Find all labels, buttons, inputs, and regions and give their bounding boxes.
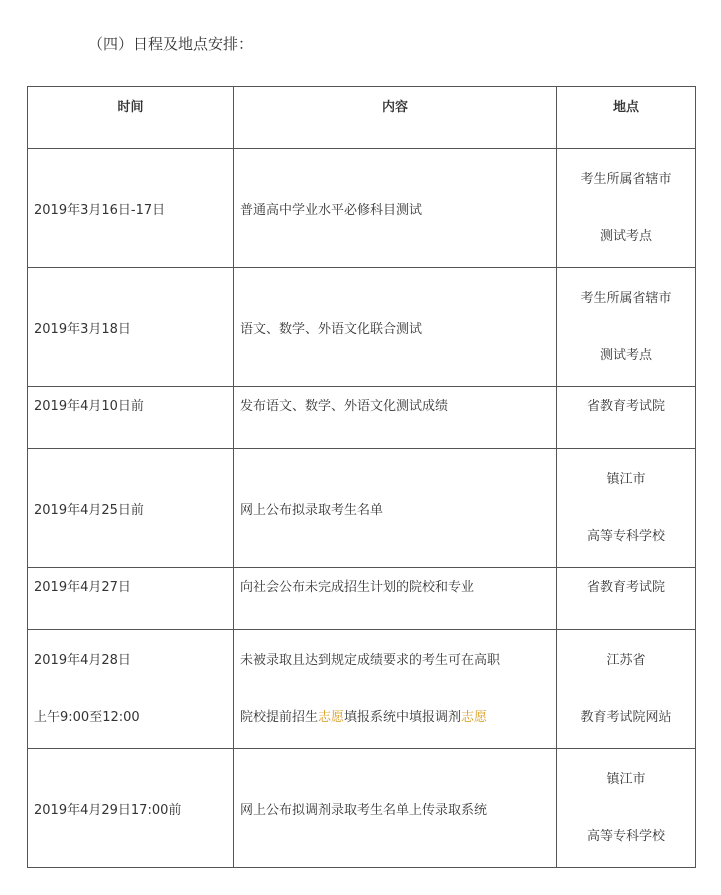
row-time bbox=[28, 630, 234, 749]
table-row bbox=[28, 568, 696, 630]
row-place bbox=[557, 449, 696, 568]
row-content: 发布语文、数学、外语文化测试成绩 bbox=[234, 387, 557, 449]
time-line: 2019年4月28日 bbox=[34, 653, 131, 668]
content-text: 院校提前招生 bbox=[240, 710, 319, 725]
row-content: 语文、数学、外语文化联合测试 bbox=[234, 268, 557, 387]
place-line: 高等专科学校 bbox=[586, 529, 665, 544]
table-row bbox=[28, 749, 696, 868]
row-place: 省教育考试院 bbox=[557, 387, 696, 449]
header-content: 内容 bbox=[234, 87, 557, 149]
row-content: 网上公布拟调剂录取考生名单上传录取系统 bbox=[234, 749, 557, 868]
place-line: 江苏省 bbox=[606, 653, 646, 668]
highlight-link[interactable]: 志愿 bbox=[318, 710, 345, 725]
row-place bbox=[557, 149, 696, 268]
schedule-table bbox=[27, 86, 696, 868]
header-time: 时间 bbox=[28, 87, 234, 149]
row-place bbox=[557, 268, 696, 387]
place-line: 镇江市 bbox=[606, 772, 646, 787]
row-content bbox=[234, 630, 557, 749]
row-time: 2019年4月25日前 bbox=[28, 449, 234, 568]
content-text: 填报系统中填报调剂 bbox=[344, 710, 462, 725]
row-place: 省教育考试院 bbox=[557, 568, 696, 630]
place-line: 考生所属省辖市 bbox=[580, 172, 672, 187]
row-time: 2019年4月10日前 bbox=[28, 387, 234, 449]
table-row bbox=[28, 449, 696, 568]
header-place: 地点 bbox=[557, 87, 696, 149]
row-time: 2019年3月18日 bbox=[28, 268, 234, 387]
place-line: 高等专科学校 bbox=[586, 829, 665, 844]
row-content: 普通高中学业水平必修科目测试 bbox=[234, 149, 557, 268]
highlight-link[interactable]: 志愿 bbox=[461, 710, 488, 725]
place-line: 考生所属省辖市 bbox=[580, 291, 672, 306]
table-row bbox=[28, 630, 696, 749]
row-place bbox=[557, 749, 696, 868]
row-content: 网上公布拟录取考生名单 bbox=[234, 449, 557, 568]
table-row bbox=[28, 268, 696, 387]
time-line: 上午9:00至12:00 bbox=[34, 710, 140, 725]
content-line bbox=[240, 689, 556, 746]
place-line: 测试考点 bbox=[599, 229, 652, 244]
row-time: 2019年3月16日-17日 bbox=[28, 149, 234, 268]
section-heading: （四）日程及地点安排： bbox=[88, 35, 254, 53]
row-time: 2019年4月27日 bbox=[28, 568, 234, 630]
row-place bbox=[557, 630, 696, 749]
place-line: 测试考点 bbox=[599, 348, 652, 363]
place-line: 教育考试院网站 bbox=[580, 710, 672, 725]
row-time: 2019年4月29日17:00前 bbox=[28, 749, 234, 868]
table-row bbox=[28, 149, 696, 268]
table-row bbox=[28, 387, 696, 449]
place-line: 镇江市 bbox=[606, 472, 646, 487]
table-header-row bbox=[28, 87, 696, 149]
row-content: 向社会公布未完成招生计划的院校和专业 bbox=[234, 568, 557, 630]
content-line: 未被录取且达到规定成绩要求的考生可在高职 bbox=[240, 653, 501, 668]
